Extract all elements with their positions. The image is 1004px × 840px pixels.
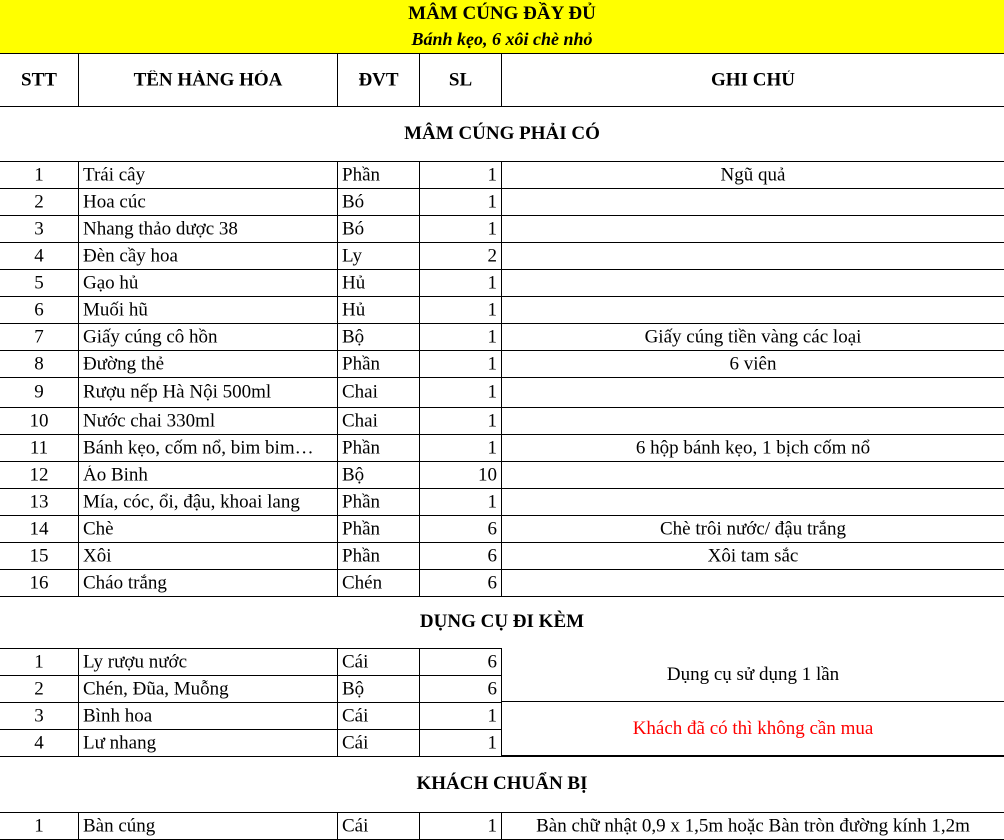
cell-qty[interactable]: 1 bbox=[419, 434, 501, 461]
table-row bbox=[0, 461, 1004, 489]
cell-name[interactable]: Rượu nếp Hà Nội 500ml bbox=[78, 377, 337, 407]
banner-subtitle: Bánh kẹo, 6 xôi chè nhỏ bbox=[411, 29, 593, 49]
section-header[interactable] bbox=[0, 756, 1004, 813]
cell-note[interactable] bbox=[501, 377, 1004, 407]
cell-unit[interactable]: Phần bbox=[337, 161, 419, 188]
section-header[interactable] bbox=[0, 106, 1004, 162]
cell-note[interactable] bbox=[501, 461, 1004, 488]
cell-unit[interactable]: Bộ bbox=[337, 461, 419, 488]
cell-stt[interactable]: 9 bbox=[34, 382, 44, 402]
cell-name[interactable]: Bánh kẹo, cốm nổ, bim bim… bbox=[78, 434, 337, 461]
cell-note[interactable] bbox=[501, 188, 1004, 215]
cell-note[interactable] bbox=[501, 296, 1004, 323]
cell-unit[interactable]: Cái bbox=[337, 702, 419, 729]
cell-qty[interactable]: 6 bbox=[419, 569, 501, 596]
cell-note[interactable] bbox=[501, 269, 1004, 296]
cell-name[interactable]: Bàn cúng bbox=[78, 812, 337, 839]
cell-qty[interactable]: 1 bbox=[419, 812, 501, 839]
header-unit[interactable]: ĐVT bbox=[337, 53, 419, 106]
cell-stt[interactable]: 6 bbox=[34, 300, 44, 319]
section-header[interactable] bbox=[0, 596, 1004, 649]
cell-unit[interactable]: Chai bbox=[337, 407, 419, 434]
cell-stt[interactable]: 16 bbox=[29, 573, 49, 592]
cell-qty[interactable]: 1 bbox=[419, 729, 501, 756]
cell-unit[interactable]: Ly bbox=[337, 242, 419, 269]
cell-unit[interactable]: Phần bbox=[337, 515, 419, 542]
cell-stt[interactable]: 8 bbox=[34, 354, 44, 373]
table-row bbox=[0, 296, 1004, 324]
table-row bbox=[0, 242, 1004, 270]
cell-name[interactable]: Mía, cóc, ổi, đậu, khoai lang bbox=[78, 488, 337, 515]
cell-unit[interactable]: Bộ bbox=[337, 675, 419, 702]
cell-qty[interactable]: 1 bbox=[419, 269, 501, 296]
table-row bbox=[0, 269, 1004, 297]
cell-name[interactable]: Lư nhang bbox=[78, 729, 337, 756]
cell-name[interactable]: Cháo trắng bbox=[78, 569, 337, 596]
cell-name[interactable]: Nhang thảo dược 38 bbox=[78, 215, 337, 242]
cell-name[interactable]: Chè bbox=[78, 515, 337, 542]
cell-note[interactable]: Giấy cúng tiền vàng các loại bbox=[501, 323, 1004, 350]
cell-qty[interactable]: 1 bbox=[419, 350, 501, 377]
cell-stt[interactable]: 4 bbox=[34, 733, 44, 752]
section-title: MÂM CÚNG PHẢI CÓ bbox=[404, 122, 600, 144]
table-row bbox=[0, 515, 1004, 543]
table-row bbox=[0, 407, 1004, 435]
cell-name[interactable]: Xôi bbox=[78, 542, 337, 569]
cell-unit[interactable]: Bó bbox=[337, 215, 419, 242]
cell-unit[interactable]: Cái bbox=[337, 812, 419, 839]
cell-unit[interactable]: Hủ bbox=[337, 269, 419, 296]
cell-stt[interactable]: 2 bbox=[34, 192, 44, 211]
cell-name[interactable]: Đèn cầy hoa bbox=[78, 242, 337, 269]
table-row bbox=[0, 812, 1004, 840]
cell-unit[interactable]: Chén bbox=[337, 569, 419, 596]
table-row bbox=[0, 434, 1004, 462]
header-stt[interactable]: STT bbox=[21, 70, 57, 89]
column-header-row bbox=[0, 53, 1004, 107]
cell-name[interactable]: Giấy cúng cô hồn bbox=[78, 323, 337, 350]
cell-name[interactable]: Nước chai 330ml bbox=[78, 407, 337, 434]
title-banner bbox=[0, 0, 1004, 54]
cell-note[interactable] bbox=[501, 569, 1004, 596]
table-row bbox=[0, 323, 1004, 351]
cell-qty[interactable]: 10 bbox=[419, 461, 501, 488]
cell-stt[interactable]: 11 bbox=[29, 438, 49, 457]
cell-stt[interactable]: 14 bbox=[29, 519, 49, 538]
cell-qty[interactable]: 6 bbox=[419, 542, 501, 569]
cell-stt[interactable]: 5 bbox=[34, 273, 44, 292]
table-row bbox=[0, 542, 1004, 570]
section-title: DỤNG CỤ ĐI KÈM bbox=[419, 611, 585, 632]
cell-qty[interactable]: 1 bbox=[419, 323, 501, 350]
section-title: KHÁCH CHUẨN BỊ bbox=[416, 773, 588, 794]
cell-note[interactable]: Chè trôi nước/ đậu trắng bbox=[501, 515, 1004, 542]
cell-name[interactable]: Chén, Đũa, Muỗng bbox=[78, 675, 337, 702]
table-row bbox=[0, 161, 1004, 189]
cell-qty[interactable]: 1 bbox=[419, 488, 501, 515]
cell-unit[interactable]: Cái bbox=[337, 648, 419, 675]
cell-unit[interactable]: Phần bbox=[337, 488, 419, 515]
cell-qty[interactable]: 6 bbox=[419, 515, 501, 542]
merged-note-cell[interactable]: Khách đã có thì không cần mua bbox=[501, 702, 1004, 756]
cell-stt[interactable]: 1 bbox=[34, 652, 44, 671]
cell-stt[interactable]: 3 bbox=[34, 219, 44, 238]
cell-name[interactable]: Đường thẻ bbox=[78, 350, 337, 377]
merged-note-cell[interactable]: Dụng cụ sử dụng 1 lần bbox=[501, 648, 1004, 702]
cell-unit[interactable]: Bó bbox=[337, 188, 419, 215]
cell-note[interactable]: Ngũ quả bbox=[501, 161, 1004, 188]
header-qty[interactable]: SL bbox=[419, 53, 501, 106]
banner-title: MÂM CÚNG ĐẦY ĐỦ bbox=[408, 3, 596, 24]
cell-note[interactable] bbox=[501, 407, 1004, 434]
table-row bbox=[0, 488, 1004, 516]
table-row bbox=[0, 377, 1004, 408]
table-row bbox=[0, 350, 1004, 378]
cell-stt[interactable]: 4 bbox=[34, 246, 44, 265]
cell-qty[interactable]: 1 bbox=[419, 377, 501, 407]
cell-name[interactable]: Áo Binh bbox=[78, 461, 337, 488]
cell-stt[interactable]: 15 bbox=[29, 546, 49, 565]
cell-name[interactable]: Hoa cúc bbox=[78, 188, 337, 215]
cell-qty[interactable]: 1 bbox=[419, 296, 501, 323]
cell-name[interactable]: Ly rượu nước bbox=[78, 648, 337, 675]
cell-qty[interactable]: 1 bbox=[419, 161, 501, 188]
cell-note[interactable]: 6 hộp bánh kẹo, 1 bịch cốm nổ bbox=[501, 434, 1004, 461]
cell-name[interactable]: Gạo hủ bbox=[78, 269, 337, 296]
cell-stt[interactable]: 1 bbox=[34, 816, 44, 835]
cell-unit[interactable]: Phần bbox=[337, 350, 419, 377]
cell-stt[interactable]: 3 bbox=[34, 706, 44, 725]
cell-unit[interactable]: Bộ bbox=[337, 323, 419, 350]
header-note[interactable]: GHI CHÚ bbox=[501, 53, 1004, 106]
table-row bbox=[0, 188, 1004, 216]
cell-note[interactable] bbox=[501, 488, 1004, 515]
cell-unit[interactable]: Cái bbox=[337, 729, 419, 756]
cell-stt[interactable]: 13 bbox=[29, 492, 49, 511]
cell-stt[interactable]: 2 bbox=[34, 679, 44, 698]
cell-qty[interactable]: 1 bbox=[419, 188, 501, 215]
cell-note[interactable] bbox=[501, 242, 1004, 269]
cell-qty[interactable]: 2 bbox=[419, 242, 501, 269]
cell-unit[interactable]: Hủ bbox=[337, 296, 419, 323]
cell-qty[interactable]: 6 bbox=[419, 648, 501, 675]
cell-stt[interactable]: 7 bbox=[34, 327, 44, 346]
cell-name[interactable]: Trái cây bbox=[78, 161, 337, 188]
cell-name[interactable]: Muối hũ bbox=[78, 296, 337, 323]
cell-qty[interactable]: 1 bbox=[419, 407, 501, 434]
cell-note[interactable]: 6 viên bbox=[501, 350, 1004, 377]
cell-stt[interactable]: 10 bbox=[29, 411, 49, 430]
cell-qty[interactable]: 1 bbox=[419, 702, 501, 729]
cell-name[interactable]: Bình hoa bbox=[78, 702, 337, 729]
cell-unit[interactable]: Phần bbox=[337, 542, 419, 569]
cell-stt[interactable]: 12 bbox=[29, 465, 49, 484]
table-row bbox=[0, 569, 1004, 597]
cell-note[interactable]: Xôi tam sắc bbox=[501, 542, 1004, 569]
cell-qty[interactable]: 6 bbox=[419, 675, 501, 702]
cell-note[interactable] bbox=[501, 215, 1004, 242]
header-name[interactable]: TÊN HÀNG HÓA bbox=[78, 53, 337, 106]
cell-note[interactable]: Bàn chữ nhật 0,9 x 1,5m hoặc Bàn tròn đường kính 1,2m bbox=[501, 812, 1004, 839]
table-row bbox=[0, 215, 1004, 243]
cell-unit[interactable]: Chai bbox=[337, 377, 419, 407]
cell-qty[interactable]: 1 bbox=[419, 215, 501, 242]
cell-unit[interactable]: Phần bbox=[337, 434, 419, 461]
cell-stt[interactable]: 1 bbox=[34, 165, 44, 184]
